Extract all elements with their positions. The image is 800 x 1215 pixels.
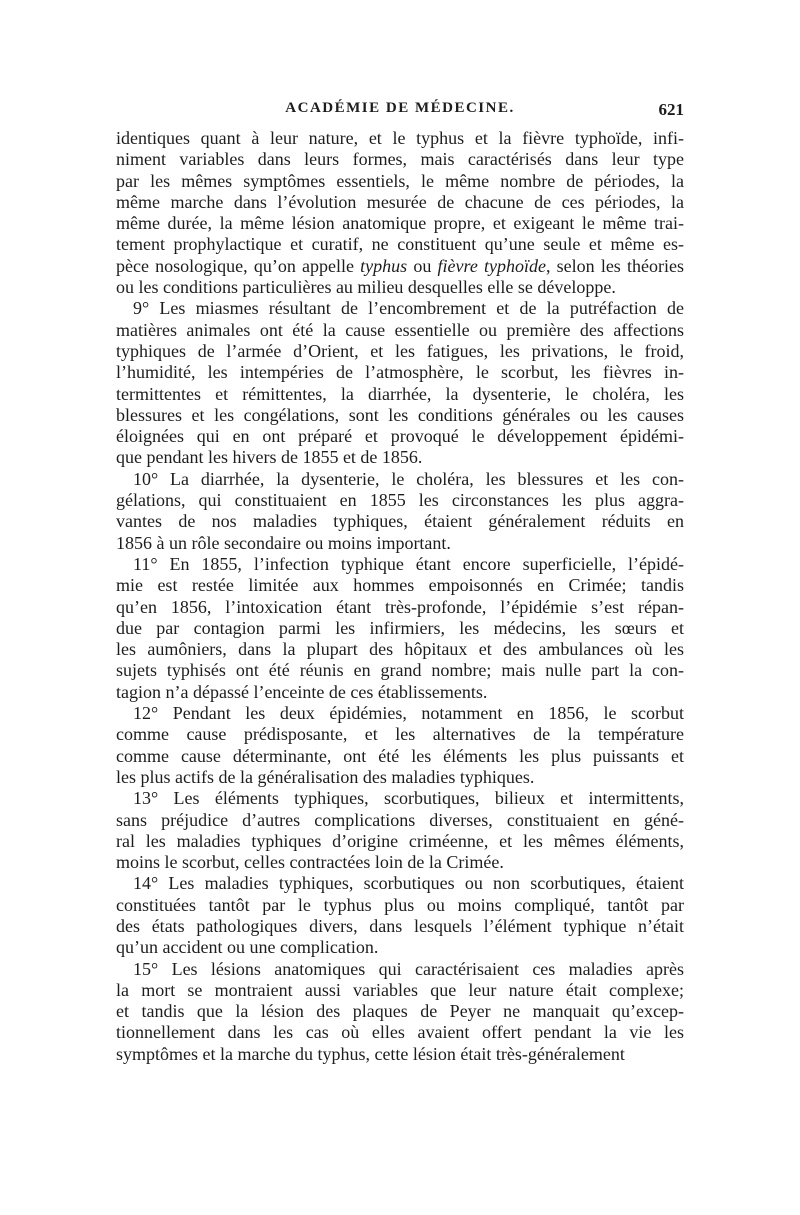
paragraph-p-12 [116, 703, 684, 788]
italic-term: typhus [360, 255, 408, 276]
text-line: gélations, qui constituaient en 1855 les circonstances les plus aggra- [116, 490, 684, 511]
text-line: même marche dans l’évolution mesurée de chacune de ces périodes, la [116, 191, 684, 212]
text-line: typhiques de l’armée d’Orient, et les fatigues, les privations, le froid, [116, 340, 684, 361]
text-line: vantes de nos maladies typhiques, étaient généralement réduits en [116, 511, 684, 532]
text-line: 9° Les miasmes résultant de l’encombrement et de la putréfaction de [133, 298, 684, 319]
text-line: l’humidité, les intempéries de l’atmosphère, le scorbut, les fièvres in- [116, 362, 684, 383]
text-line: moins le scorbut, celles contractées loin de la Crimée. [116, 852, 504, 873]
text-line: 14° Les maladies typhiques, scorbutiques ou non scorbutiques, étaient [133, 873, 684, 894]
text-line: tionnellement dans les cas où elles avaient offert pendant la vie les [116, 1022, 684, 1043]
text-line: et tandis que la lésion des plaques de Peyer ne manquait qu’excep- [116, 1001, 684, 1022]
text-line: 1856 à un rôle secondaire ou moins important. [116, 532, 451, 553]
text-line: blessures et les congélations, sont les conditions générales ou les causes [116, 404, 684, 425]
paragraph-p-continued [116, 128, 684, 298]
text-line: même durée, la même lésion anatomique propre, et exigeant le même trai- [116, 213, 684, 234]
text-line: mie est restée limitée aux hommes empoisonnés en Crimée; tandis [116, 575, 684, 596]
text-line: éloignées qui en ont préparé et provoqué le développement épidémi- [116, 426, 684, 447]
text-line: niment variables dans leurs formes, mais caractérisés dans leur type [116, 149, 684, 170]
text-line: comme cause déterminante, ont été les éléments les plus puissants et [116, 745, 684, 766]
text-line: tement prophylactique et curatif, ne constituent qu’une seule et même es- [116, 234, 684, 255]
text-line: symptômes et la marche du typhus, cette lésion était très-généralement [116, 1043, 625, 1064]
italic-term: fièvre typhoïde [437, 255, 546, 276]
text-line: ou les conditions particulières au milieu desquelles elle se développe. [116, 277, 616, 298]
text-line: due par contagion parmi les infirmiers, les médecins, les sœurs et [116, 617, 684, 638]
paragraph-p-13 [116, 788, 684, 873]
body-text [116, 128, 684, 1065]
text-line: tagion n’a dépassé l’enceinte de ces établissements. [116, 681, 488, 702]
text-line: qu’un accident ou une complication. [116, 937, 379, 958]
text-line: ral les maladies typhiques d’origine criméenne, et les mêmes éléments, [116, 830, 684, 851]
text-line: la mort se montraient aussi variables que leur nature était complexe; [116, 979, 684, 1000]
text-line: identiques quant à leur nature, et le typhus et la fièvre typhoïde, infi- [116, 128, 684, 148]
text-line: sujets typhisés ont été réunis en grand nombre; mais nulle part la con- [116, 660, 684, 681]
text-line: que pendant les hivers de 1855 et de 1856. [116, 447, 423, 468]
page-header [116, 100, 684, 124]
text-line: les aumôniers, dans la plupart des hôpitaux et des ambulances où les [116, 639, 684, 660]
text-line: constituées tantôt par le typhus plus ou moins compliqué, tantôt par [116, 894, 684, 915]
text-line: 13° Les éléments typhiques, scorbutiques, bilieux et intermittents, [133, 788, 684, 809]
running-title: ACADÉMIE DE MÉDECINE. [285, 100, 515, 116]
text-line: pèce nosologique, qu’on appelle typhus ou fièvre typhoïde, selon les théories [116, 255, 684, 276]
paragraph-p-11 [116, 554, 684, 703]
text-line: termittentes et rémittentes, la diarrhée, la dysenterie, le choléra, les [116, 383, 684, 404]
text-line: qu’en 1856, l’intoxication étant très-profonde, l’épidémie s’est répan- [116, 596, 684, 617]
paragraph-p-10 [116, 469, 684, 554]
paragraph-p-15 [116, 959, 684, 1065]
text-line: des états pathologiques divers, dans lesquels l’élément typhique n’était [116, 915, 684, 936]
text-line: comme cause prédisposante, et les alternatives de la température [116, 724, 684, 745]
text-line: par les mêmes symptômes essentiels, le même nombre de périodes, la [116, 170, 684, 191]
text-line: 10° La diarrhée, la dysenterie, le choléra, les blessures et les con- [133, 468, 684, 489]
text-line: matières animales ont été la cause essentielle ou première des affections [116, 319, 684, 340]
text-line: 11° En 1855, l’infection typhique étant encore superficielle, l’épidé- [133, 553, 684, 574]
paragraph-p-14 [116, 873, 684, 958]
text-line: sans préjudice d’autres complications diverses, constituaient en géné- [116, 809, 684, 830]
page-number: 621 [658, 100, 684, 119]
text-line: 15° Les lésions anatomiques qui caractérisaient ces maladies après [133, 958, 684, 979]
text-line: les plus actifs de la généralisation des maladies typhiques. [116, 766, 535, 787]
paragraph-p-9 [116, 298, 684, 468]
text-line: 12° Pendant les deux épidémies, notamment en 1856, le scorbut [133, 703, 684, 724]
